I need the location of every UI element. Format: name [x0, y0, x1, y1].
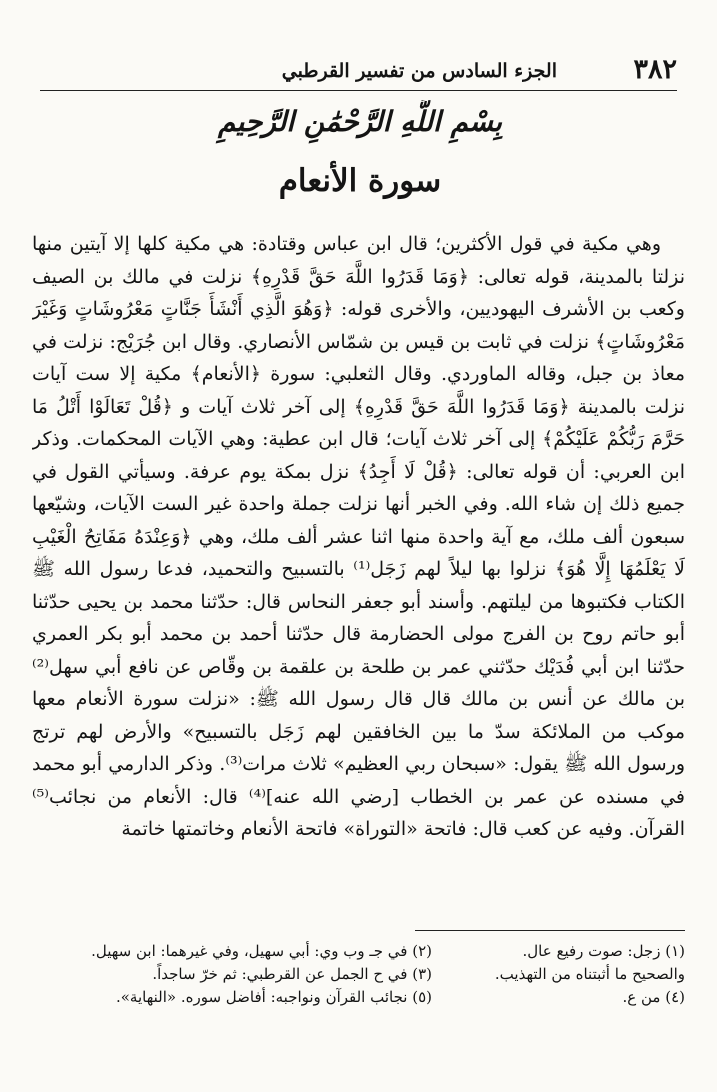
footnote-line: (٤) من ع. [622, 988, 685, 1006]
footnote-line: والصحيح ما أثبتناه من التهذيب. [494, 965, 685, 983]
main-text [32, 228, 685, 918]
footnote-line: (٥) نجائب القرآن ونواجبه: أفاضل سوره. «النهاية». [115, 988, 432, 1006]
footnote-line: (٢) في جـ وب وي: أبي سهيل، وفي غيرهما: ابن سهيل. [91, 942, 432, 960]
footnote-line: (١) زجل: صوت رفيع عال. [522, 942, 685, 960]
footnote-separator [415, 930, 685, 931]
footnotes-right-column [445, 940, 685, 1009]
footnotes [32, 940, 685, 1040]
running-title: الجزء السادس من تفسير القرطبي [281, 60, 557, 82]
main-text-content: وهي مكية في قول الأكثرين؛ قال ابن عباس وقتادة: هي مكية كلها إلا آيتين منها نزلتا بالمدينة، قوله تعالى: ﴿وَمَا قَدَرُوا اللَّهَ حَقَّ قَدْرِهِ﴾ نزلت في مالك بن الصيف وكعب بن الأشرف اليهوديين، والأخرى قوله: ﴿وَهُوَ الَّذِي أَنْشَأَ جَنَّاتٍ مَعْرُوشَاتٍ وَغَيْرَ مَعْرُوشَاتٍ﴾ نزلت في ثابت بن قيس بن شمّاس الأنصاري. وقال ابن جُرَيْج: نزلت في معاذ بن جبل، وقاله الماوردي. وقال الثعلبي: سورة ﴿الأنعام﴾ مكية إلا ست آيات نزلت بالمدينة ﴿وَمَا قَدَرُوا اللَّهَ حَقَّ قَدْرِهِ﴾ إلى آخر ثلاث آيات و ﴿قُلْ تَعَالَوْا أَتْلُ مَا حَرَّمَ رَبُّكُمْ عَلَيْكُمْ﴾ إلى آخر ثلاث آيات؛ قال ابن عطية: وهي الآيات المحكمات. وذكر ابن العربي: أن قوله تعالى: ﴿قُلْ لَا أَجِدُ﴾ نزل بمكة يوم عرفة. وسيأتي القول في جميع ذلك إن شاء الله. وفي الخبر أنها نزلت جملة واحدة غير الست الآيات، وشيّعها سبعون ألف ملك، مع آية واحدة منها اثنا عشر ألف ملك، وهي ﴿وَعِنْدَهُ مَفَاتِحُ الْغَيْبِ لَا يَعْلَمُهَا إِلَّا هُوَ﴾ نزلوا بها ليلاً لهم زَجَل⁽¹⁾ بالتسبيح والتحميد، فدعا رسول الله ﷺ الكتاب فكتبوها من ليلتهم. وأسند أبو جعفر النحاس قال: حدّثنا محمد بن يحيى حدّثنا أبو حاتم روح بن الفرج مولى الحضارمة قال حدّثنا أحمد بن محمد أبو بكر العمري حدّثنا ابن أبي فُدَيْك حدّثني عمر بن طلحة بن علقمة بن وقّاص عن نافع أبي سهل⁽²⁾ بن مالك عن أنس بن مالك قال قال رسول الله ﷺ: «نزلت سورة الأنعام معها موكب من الملائكة سدّ ما بين الخافقين لهم زَجَل بالتسبيح» والأرض لهم ترتج ورسول الله ﷺ يقول: «سبحان ربي العظيم» ثلاث مرات⁽³⁾. وذكر الدارمي أبو محمد في مسنده عن عمر بن الخطاب [رضي الله عنه]⁽⁴⁾ قال: الأنعام من نجائب⁽⁵⁾ القرآن. وفيه عن كعب قال: فاتحة «التوراة» فاتحة الأنعام وخاتمتها خاتمة [32, 233, 685, 840]
page-number: ٣٨٢ [633, 54, 677, 85]
surah-title: سورة الأنعام [278, 163, 442, 199]
footnotes-left-column [32, 940, 432, 1009]
header-rule [40, 90, 677, 91]
footnote-line: (٣) في ح الجمل عن القرطبي: ثم خرّ ساجداً. [152, 965, 432, 983]
basmala-calligraphy: بِسْمِ اللَّهِ الرَّحْمَٰنِ الرَّحِيمِ [218, 105, 502, 138]
page-header [40, 52, 677, 92]
